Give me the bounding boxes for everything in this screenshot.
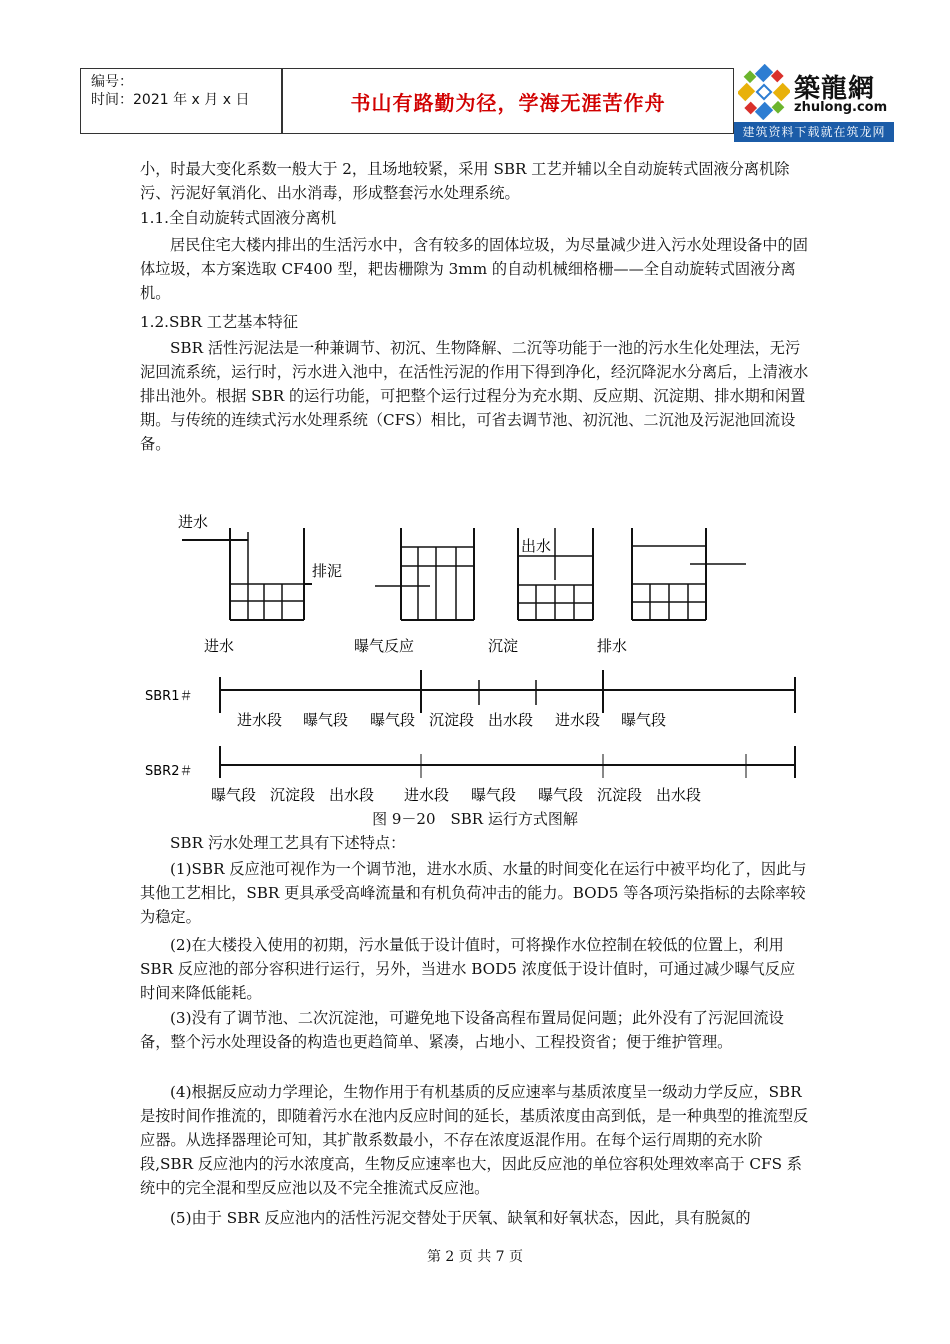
paragraph-intro: 小，时最大变化系数一般大于 2，且场地较紧，采用 SBR 工艺并辅以全自动旋转式固液分离机除污、污泥好氧消化、出水消毒，形成整套污水处理系统。 (140, 160, 790, 202)
tank-aeration (375, 528, 474, 620)
header-motto-cell (282, 68, 734, 134)
logo-slogan: 建筑资料下载就在筑龙网 (734, 122, 894, 142)
sbr-operation-diagram (0, 500, 950, 810)
paragraph-feature-5: (5)由于 SBR 反应池内的活性污泥交替处于厌氧、缺氧和好氧状态，因此，具有脱氮的 (170, 1209, 751, 1227)
paragraph-features-intro: SBR 污水处理工艺具有下述特点： (170, 834, 406, 852)
sbr1-seg-4: 出水段 (488, 711, 534, 729)
sbr1-timeline (220, 670, 795, 713)
sbr2-seg-1: 沉淀段 (270, 786, 316, 804)
header-motto: 书山有路勤为径，学海无涯苦作舟 (350, 90, 666, 115)
page-footer: 第 2 页 共 7 页 (426, 1249, 524, 1265)
label-sludge: 排泥 (312, 562, 343, 580)
sbr2-segment-labels (211, 786, 701, 804)
snowflake-logo-icon (738, 64, 790, 120)
sbr1-seg-0: 进水段 (237, 711, 283, 729)
tank-label-settle: 沉淀 (488, 637, 519, 655)
logo-chinese-name: 築龍網 (794, 74, 876, 104)
header-meta (80, 68, 282, 134)
heading-1-2: 1.2.SBR 工艺基本特征 (140, 313, 298, 331)
sbr2-seg-5: 曝气段 (538, 786, 584, 804)
sbr1-seg-1: 曝气段 (303, 711, 349, 729)
paragraph-feature-1: (1)SBR 反应池可视作为一个调节池，进水水质、水量的时间变化在运行中被平均化了，因此与其他工艺相比，SBR 更具承受高峰流量和有机负荷冲击的能力。BOD5 等各项污染指标的去除率较为稳定。 (140, 860, 807, 926)
sbr1-seg-6: 曝气段 (621, 711, 667, 729)
time-label: 时间：2021 年 x 月 x 日 (91, 92, 250, 108)
paragraph-feature-3: (3)没有了调节池、二次沉淀池，可避免地下设备高程布置局促问题；此外没有了污泥回流设备，整个污水处理设备的构造也更趋简单、紧凑，占地小、工程投资省；便于维护管理。 (140, 1009, 784, 1051)
sbr1-segment-labels (237, 711, 666, 729)
figure-caption: 图 9－20 SBR 运行方式图解 (372, 810, 578, 828)
tank-label-aeration: 曝气反应 (354, 637, 415, 655)
sbr1-seg-3: 沉淀段 (429, 711, 475, 729)
sbr1-seg-5: 进水段 (555, 711, 601, 729)
sbr2-seg-7: 出水段 (656, 786, 702, 804)
logo-domain: zhulong.com (794, 100, 888, 115)
sbr2-seg-3: 进水段 (404, 786, 450, 804)
tank-drawings (182, 528, 746, 620)
heading-1-1: 1.1.全自动旋转式固液分离机 (140, 209, 337, 227)
paragraph-feature-2: (2)在大楼投入使用的初期，污水量低于设计值时，可将操作水位控制在较低的位置上，利用 SBR 反应池的部分容积进行运行，另外，当进水 BOD5 浓度低于设计值时，可通过减少曝气反应时间来降低能耗。 (140, 936, 796, 1002)
tank-drain (632, 528, 746, 620)
tank-fill (182, 528, 312, 620)
sbr2-seg-2: 出水段 (329, 786, 375, 804)
zhulong-logo (734, 60, 894, 144)
sbr2-seg-6: 沉淀段 (597, 786, 643, 804)
paragraph-sbr-basic: SBR 活性污泥法是一种兼调节、初沉、生物降解、二沉等功能于一池的污水生化处理法，无污泥回流系统，运行时，污水进入池中，在活性污泥的作用下得到净化，经沉降泥水分离后，上清液水排出池外。根据 SBR 的运行功能，可把整个运行过程分为充水期、反应期、沉淀期、排水期和闲置期。与传统的连续式污水处理系统（CFS）相比，可省去调节池、初沉池、二沉池及污泥池回流设备。 (140, 339, 809, 453)
sbr1-label: SBR1＃ (145, 689, 193, 704)
sbr2-seg-0: 曝气段 (211, 786, 257, 804)
label-inflow-top: 进水 (178, 513, 209, 531)
label-outflow-top: 出水 (521, 537, 552, 555)
tank-label-drain: 排水 (597, 637, 628, 655)
sbr2-label: SBR2＃ (145, 764, 193, 779)
tank-label-fill: 进水 (204, 637, 235, 655)
sbr2-timeline (220, 746, 795, 778)
paragraph-separator: 居民住宅大楼内排出的生活污水中，含有较多的固体垃圾，为尽量减少进入污水处理设备中的固体垃圾，本方案选取 CF400 型，耙齿栅隙为 3mm 的自动机械细格栅——全自动旋转式固液分离机。 (140, 236, 808, 302)
sbr2-seg-4: 曝气段 (471, 786, 517, 804)
sbr1-seg-2: 曝气段 (370, 711, 416, 729)
number-label: 编号： (91, 74, 133, 90)
paragraph-feature-4: (4)根据反应动力学理论，生物作用于有机基质的反应速率与基质浓度呈一级动力学反应，SBR 是按时间作推流的，即随着污水在池内反应时间的延长，基质浓度由高到低，是一种典型的推流型反应器。从选择器理论可知，其扩散系数最小，不存在浓度返混作用。在每个运行周期的充水阶段,SBR 反应池内的污水浓度高，生物反应速率也大，因此反应池的单位容积处理效率高于 CFS 系统中的完全混和型反应池以及不完全推流式反应池。 (140, 1083, 809, 1197)
